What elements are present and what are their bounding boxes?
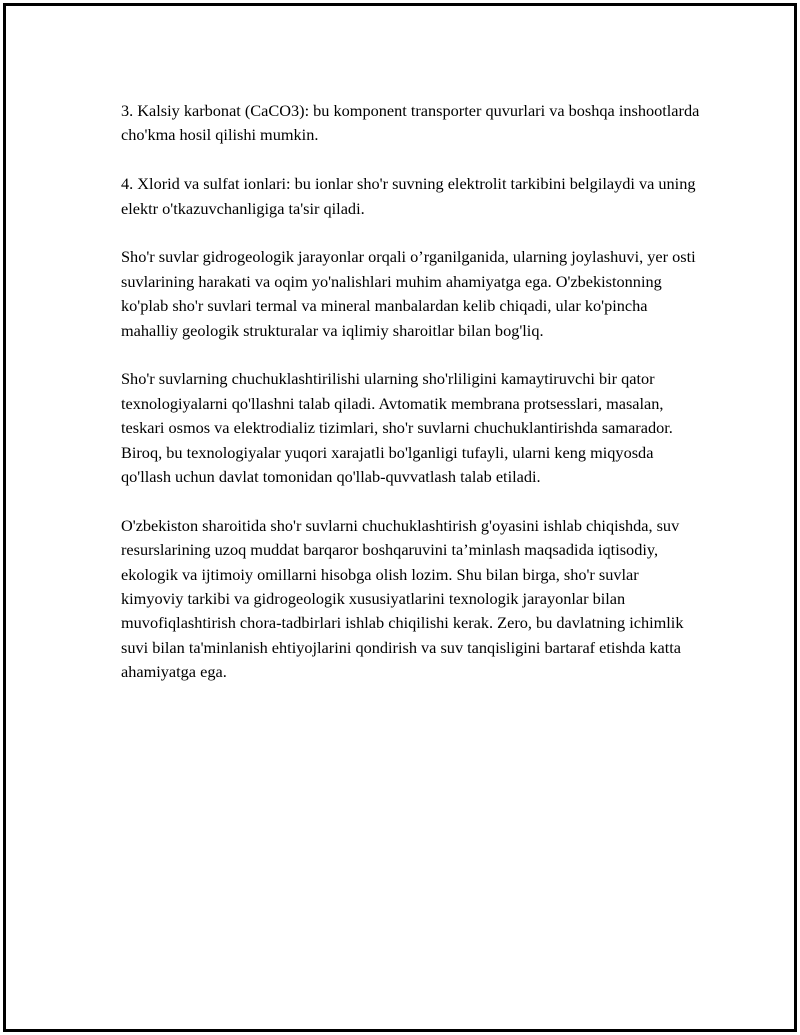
paragraph-calcium-carbonate: 3. Kalsiy karbonat (CaCO3): bu komponent transporter quvurlari va boshqa inshootlarda cho'kma hosil qilishi mumkin. [121,101,700,145]
paragraph-hydrogeology: Sho'r suvlar gidrogeologik jarayonlar orqali o’rganilganida, ularning joylashuvi, yer osti suvlarining harakati va oqim yo'nalishlari muhim ahamiyatga ega. O'zbekistonning ko'plab sho'r suvlari termal va mineral manbalardan kelib chiqadi, ular ko'pincha mahalliy geologik strukturalar va iqlimiy sharoitlar bilan bog'liq. [121,247,696,340]
document-body [121,99,701,709]
page-frame [3,3,797,1032]
paragraph-conclusion: O'zbekiston sharoitida sho'r suvlarni chuchuklashtirish g'oyasini ishlab chiqishda, suv resurslarining uzoq muddat barqaror boshqaruvini ta’minlash maqsadida iqtisodiy, ekologik va ijtimoiy omillarni hisobga olish lozim. Shu bilan birga, sho'r suvlar kimyoviy tarkibi va gidrogeologik xususiyatlarini texnologik jarayonlar bilan muvofiqlashtirish chora-tadbirlari ishlab chiqilishi kerak. Zero, bu davlatning ichimlik suvi bilan ta'minlanish ehtiyojlarini qondirish va suv tanqisligini bartaraf etishda katta ahamiyatga ega. [121,515,684,682]
paragraph-desalination-tech: Sho'r suvlarning chuchuklashtirilishi ularning sho'rliligini kamaytiruvchi bir qator texnologiyalarni qo'llashni talab qiladi. Avtomatik membrana protsesslari, masalan, teskari osmos va elektrodializ tizimlari, sho'r suvlarni chuchuklantirishda samarador. Biroq, bu texnologiyalar yuqori xarajatli bo'lganligi tufayli, ularni keng miqyosda qo'llash uchun davlat tomonidan qo'llab-quvvatlash talab etiladi. [121,369,673,487]
paragraph-chloride-sulfate: 4. Xlorid va sulfat ionlari: bu ionlar sho'r suvning elektrolit tarkibini belgilaydi va uning elektr o'tkazuvchanligiga ta'sir qiladi. [121,174,696,218]
